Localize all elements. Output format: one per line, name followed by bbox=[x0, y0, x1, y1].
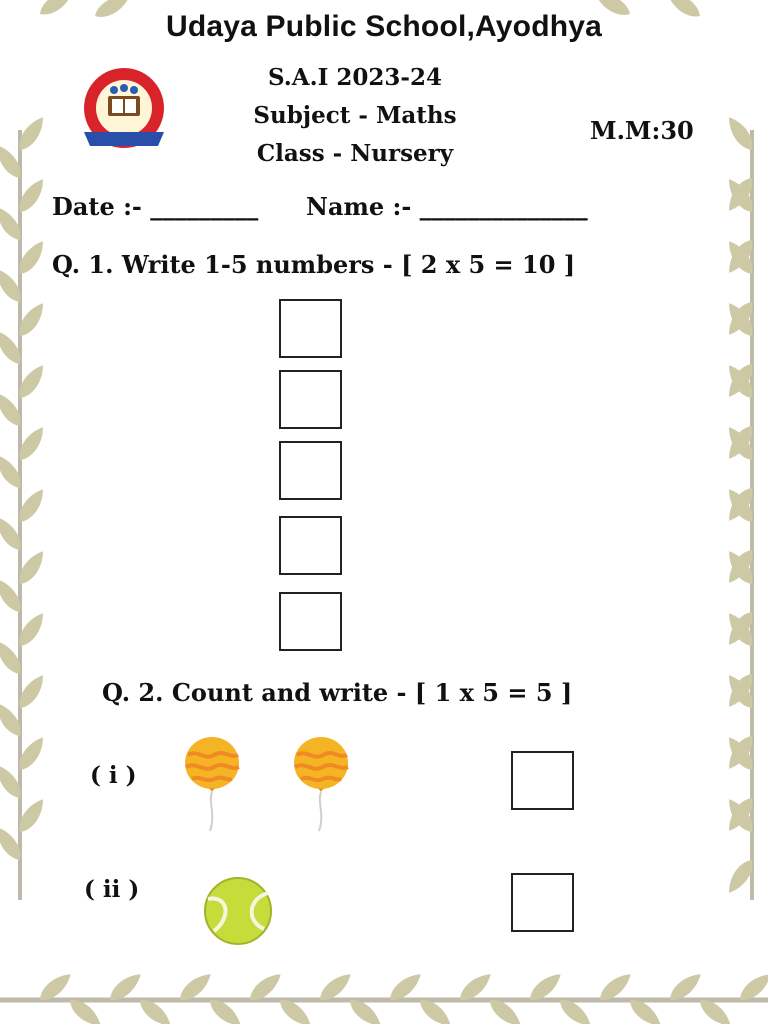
balloon-icon bbox=[182, 735, 242, 835]
balloon-icon bbox=[291, 735, 351, 835]
answer-box-q1-3[interactable] bbox=[279, 441, 342, 500]
date-field[interactable]: Date :- _________ bbox=[52, 192, 259, 221]
max-marks: M.M:30 bbox=[590, 116, 694, 145]
name-field[interactable]: Name :- ______________ bbox=[306, 192, 588, 221]
right-leaf-vine bbox=[723, 113, 758, 900]
school-logo bbox=[78, 66, 170, 154]
school-name: Udaya Public School,Ayodhya bbox=[165, 10, 603, 43]
exam-term: S.A.I 2023-24 bbox=[268, 64, 442, 91]
q2-item-2-label: ( ii ) bbox=[84, 876, 140, 903]
answer-box-q1-1[interactable] bbox=[279, 299, 342, 358]
answer-box-q2-2[interactable] bbox=[511, 873, 574, 932]
q2-item-1-label: ( i ) bbox=[90, 762, 137, 789]
answer-box-q1-2[interactable] bbox=[279, 370, 342, 429]
left-leaf-vine bbox=[0, 113, 49, 900]
question-1: Q. 1. Write 1-5 numbers - [ 2 x 5 = 10 ] bbox=[52, 250, 576, 279]
answer-box-q1-4[interactable] bbox=[279, 516, 342, 575]
exam-subject: Subject - Maths bbox=[253, 102, 457, 129]
tennis-ball-icon bbox=[202, 877, 274, 945]
exam-class: Class - Nursery bbox=[256, 140, 454, 167]
answer-box-q2-1[interactable] bbox=[511, 751, 574, 810]
question-2: Q. 2. Count and write - [ 1 x 5 = 5 ] bbox=[102, 678, 573, 707]
answer-box-q1-5[interactable] bbox=[279, 592, 342, 651]
bottom-leaf-vine bbox=[0, 969, 768, 1024]
